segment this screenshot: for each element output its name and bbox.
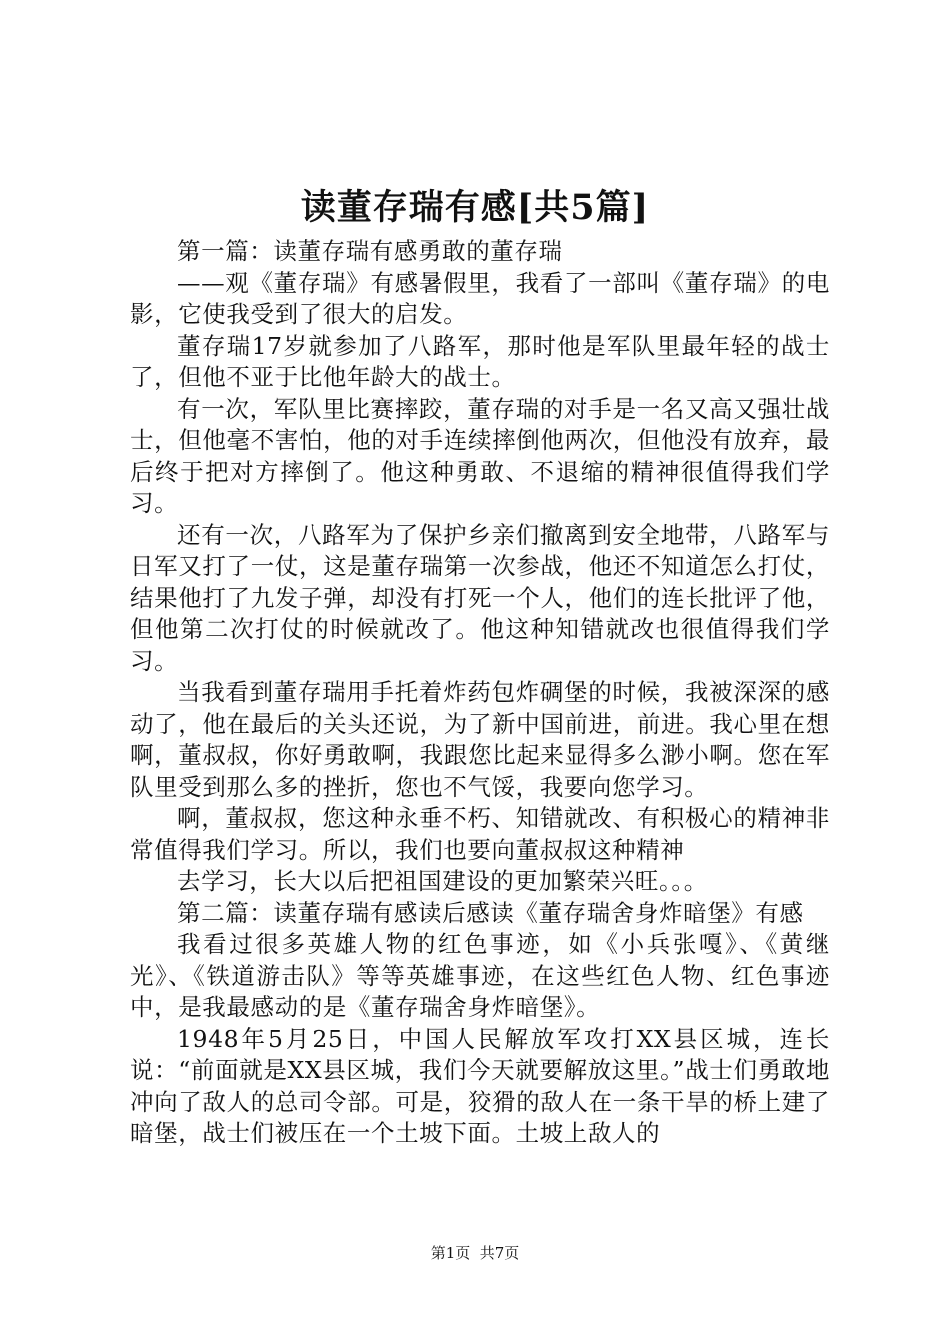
- paragraph: 有一次，军队里比赛摔跤，董存瑞的对手是一名又高又强壮战士，但他毫不害怕，他的对手连续摔倒他两次，但他没有放弃，最后终于把对方摔倒了。他这种勇敢、不退缩的精神很值得我们学习。: [130, 394, 830, 517]
- paragraph: 1948年5月25日，中国人民解放军攻打XX县区城，连长说：“前面就是XX县区城，我们今天就要解放这里。”战士们勇敢地冲向了敌人的总司令部。可是，狡猾的敌人在一条干旱的桥上建了暗堡，战士们被压在一个土坡下面。土坡上敌人的: [130, 1024, 830, 1147]
- paragraph: 当我看到董存瑞用手托着炸药包炸碉堡的时候，我被深深的感动了，他在最后的关头还说，为了新中国前进，前进。我心里在想啊，董叔叔，你好勇敢啊，我跟您比起来显得多么渺小啊。您在军队里受到那么多的挫折，您也不气馁，我要向您学习。: [130, 678, 830, 801]
- paragraph: 啊，董叔叔，您这种永垂不朽、知错就改、有积极心的精神非常值得我们学习。所以，我们也要向董叔叔这种精神: [130, 804, 830, 864]
- paragraph-part2-heading: 第二篇：读董存瑞有感读后感读《董存瑞舍身炸暗堡》有感: [177, 898, 804, 927]
- paragraph-part1-heading: 第一篇：读董存瑞有感勇敢的董存瑞: [177, 237, 563, 265]
- page-footer: 第1页 共7页: [430, 1244, 520, 1262]
- paragraph: 董存瑞17岁就参加了八路军，那时他是军队里最年轻的战士了，但他不亚于比他年龄大的战士。: [130, 331, 830, 391]
- paragraph: 去学习，长大以后把祖国建设的更加繁荣兴旺。。。: [177, 867, 708, 895]
- paragraph: ——观《董存瑞》有感暑假里，我看了一部叫《董存瑞》的电影，它使我受到了很大的启发。: [130, 268, 830, 328]
- document-body: [130, 236, 830, 1150]
- paragraph: 我看过很多英雄人物的红色事迹，如《小兵张嘎》、《黄继光》、《铁道游击队》等等英雄事迹，在这些红色人物、红色事迹中，是我最感动的是《董存瑞舍身炸暗堡》。: [130, 930, 830, 1021]
- document-title: 读董存瑞有感[共5篇]: [300, 187, 650, 228]
- paragraph: 还有一次，八路军为了保护乡亲们撤离到安全地带，八路军与日军又打了一仗，这是董存瑞第一次参战，他还不知道怎么打仗，结果他打了九发子弹，却没有打死一个人，他们的连长批评了他，但他第二次打仗的时候就改了。他这种知错就改也很值得我们学习。: [130, 520, 830, 675]
